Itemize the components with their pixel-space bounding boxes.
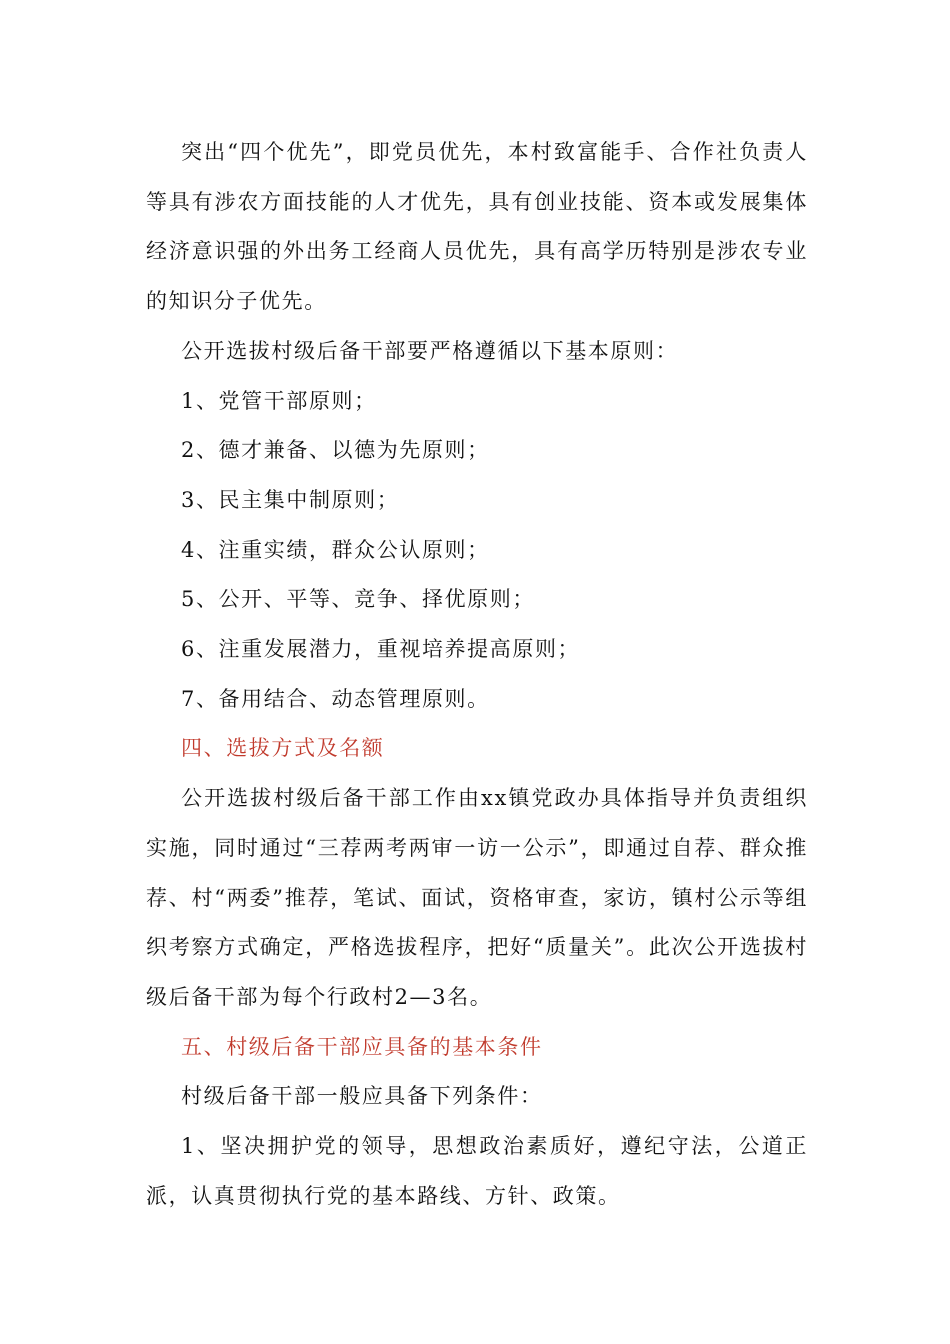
principle-item-5: 5、公开、平等、竞争、择优原则； <box>181 587 535 612</box>
paragraph-principles-intro: 公开选拔村级后备干部要严格遵循以下基本原则： <box>181 338 679 363</box>
principle-item-4: 4、注重实绩，群众公认原则； <box>181 537 490 562</box>
condition-item-1: 1、坚决拥护党的领导，思想政治素质好，遵纪守法，公道正派，认真贯彻执行党的基本路线、方针、政策。 <box>146 1134 808 1208</box>
document-body <box>146 128 808 1221</box>
paragraph-four-priorities: 突出“四个优先”，即党员优先，本村致富能手、合作社负责人等具有涉农方面技能的人才优先，具有创业技能、资本或发展集体经济意识强的外出务工经商人员优先，具有高学历特别是涉农专业的知识分子优先。 <box>146 140 808 314</box>
principle-item-2: 2、德才兼备、以德为先原则； <box>181 438 490 463</box>
principle-item-3: 3、民主集中制原则； <box>181 487 400 512</box>
section-heading-selection-method: 四、选拔方式及名额 <box>181 736 385 761</box>
principle-item-7: 7、备用结合、动态管理原则。 <box>181 686 490 711</box>
paragraph-selection-method: 公开选拔村级后备干部工作由xx镇党政办具体指导并负责组织实施，同时通过“三荐两考两审一访一公示”，即通过自荐、群众推荐、村“两委”推荐，笔试、面试，资格审查，家访，镇村公示等组织考察方式确定，严格选拔程序，把好“质量关”。此次公开选拔村级后备干部为每个行政村2—3名。 <box>146 786 808 1009</box>
section-heading-basic-conditions: 五、村级后备干部应具备的基本条件 <box>181 1034 543 1059</box>
principle-item-6: 6、注重发展潜力，重视培养提高原则； <box>181 637 581 662</box>
principle-item-1: 1、党管干部原则； <box>181 388 377 413</box>
paragraph-conditions-intro: 村级后备干部一般应具备下列条件： <box>181 1084 543 1109</box>
